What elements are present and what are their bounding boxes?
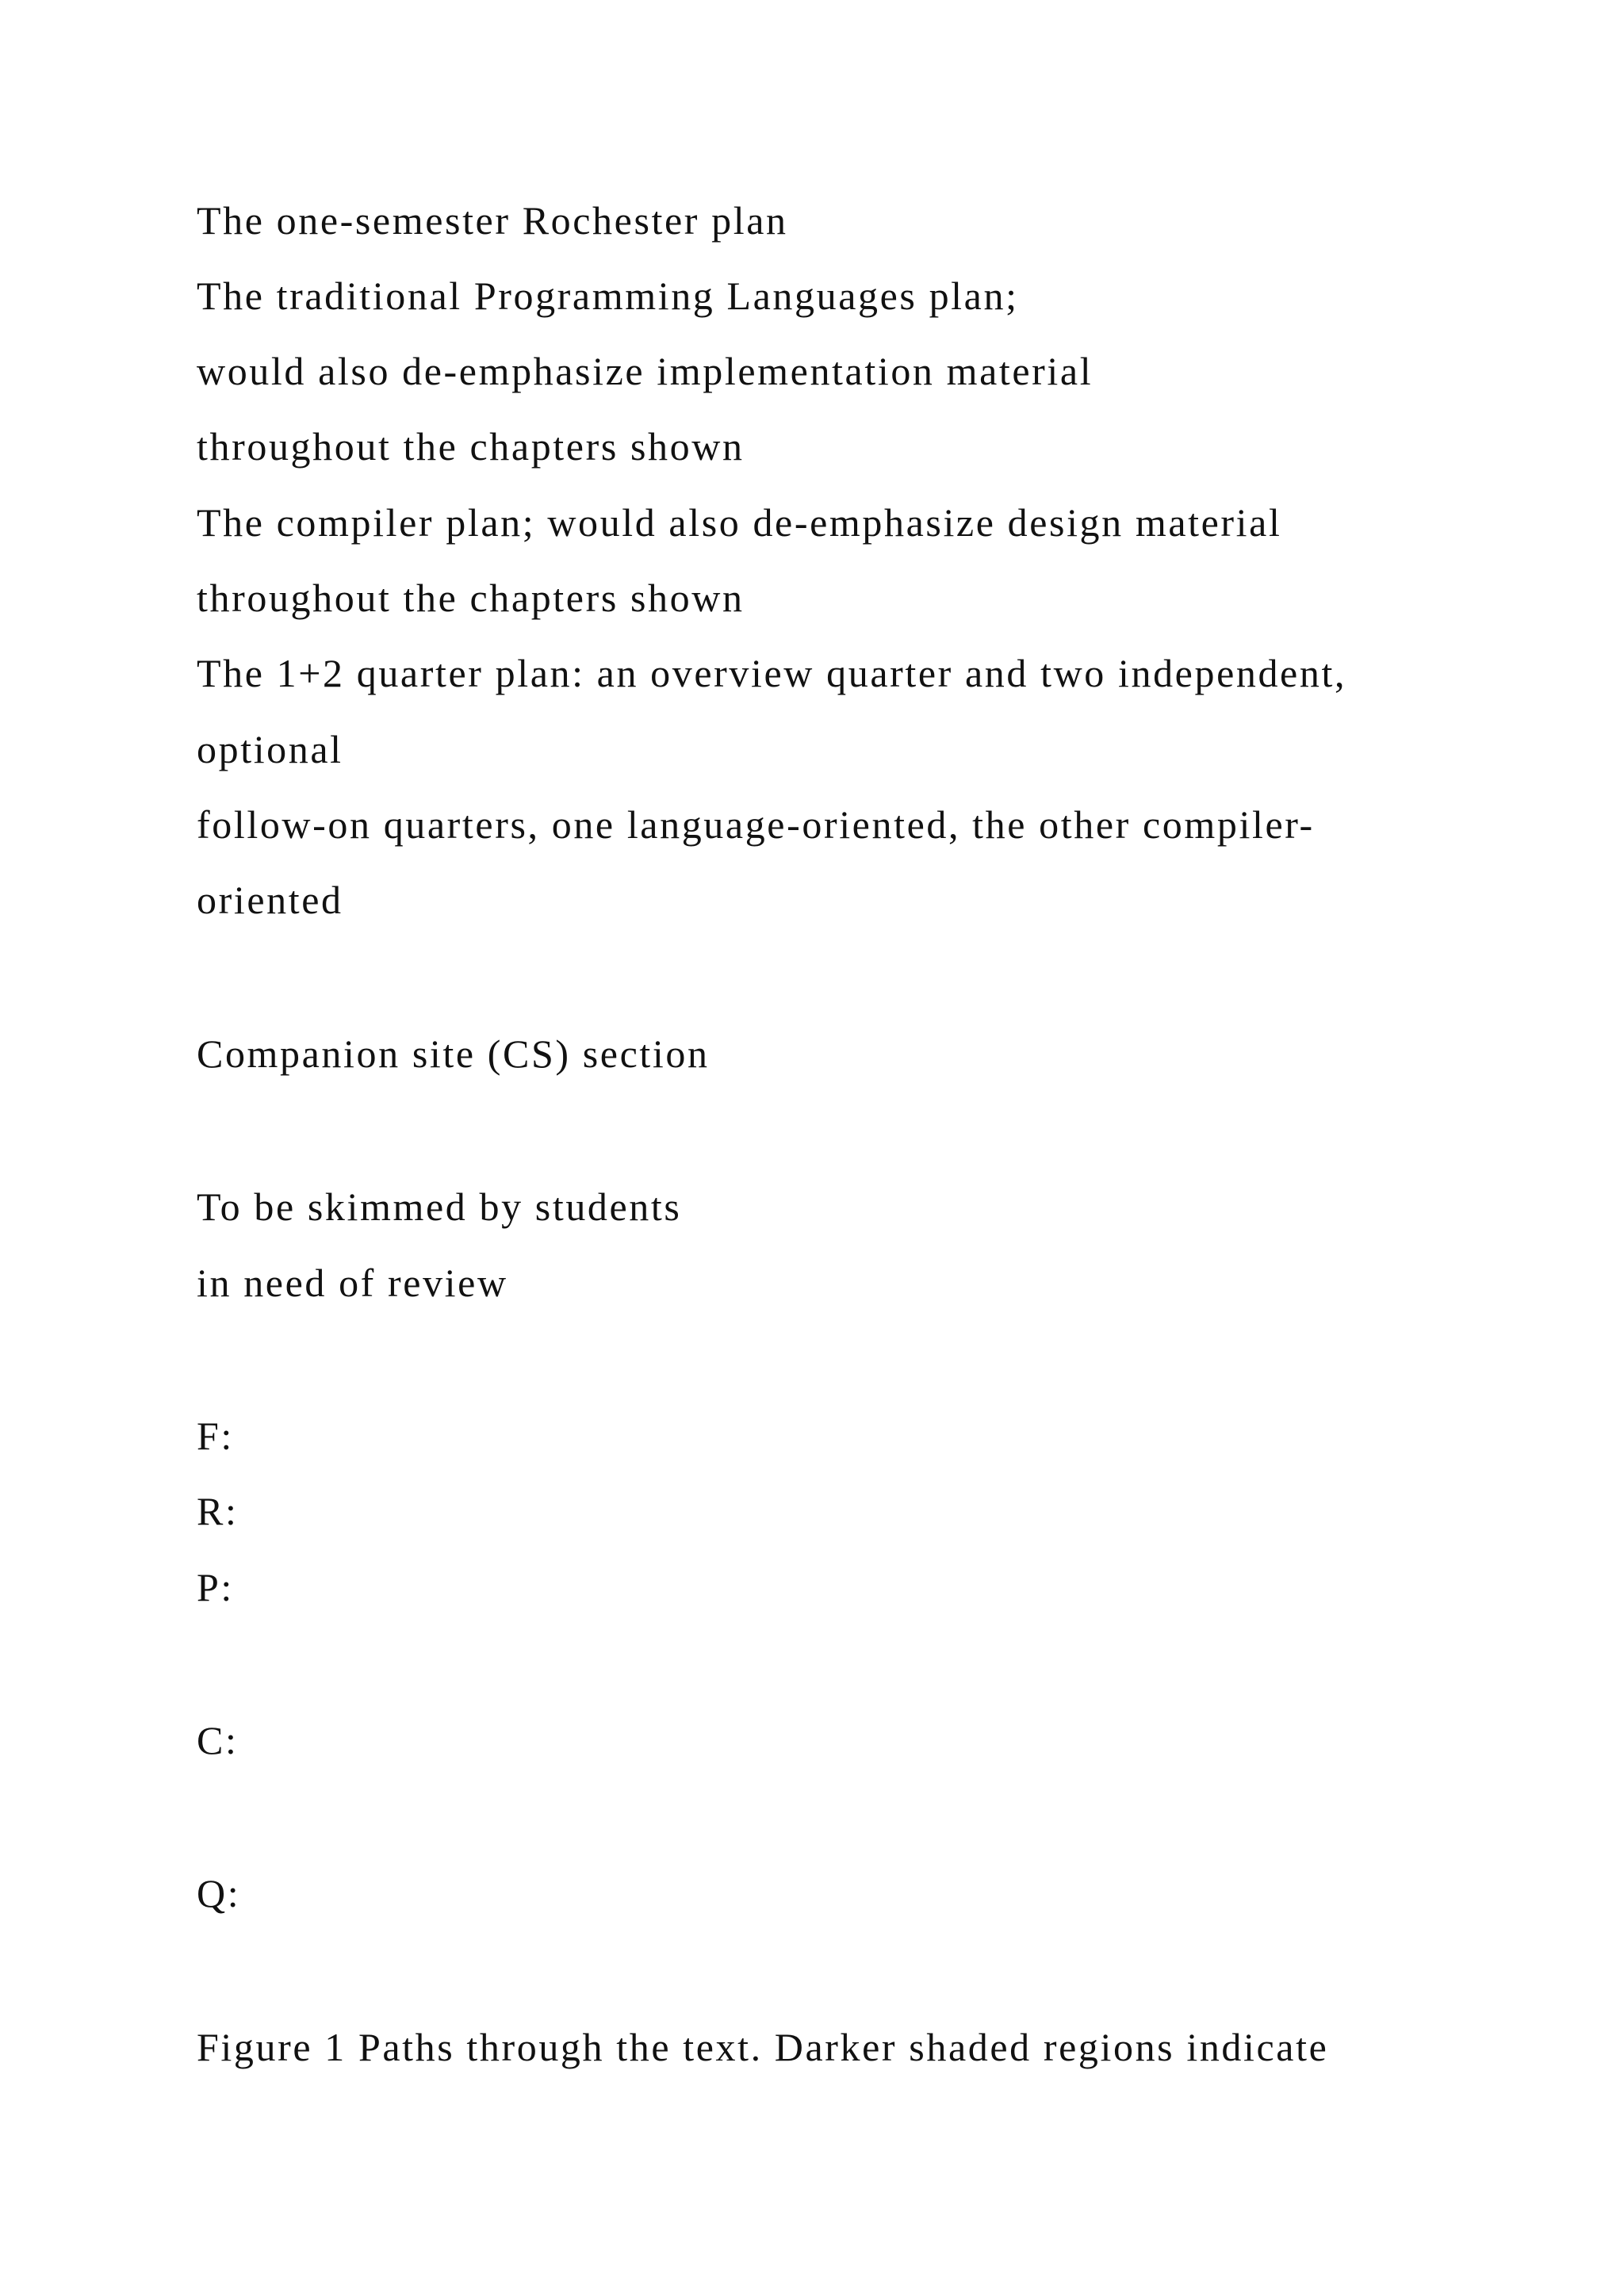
text-line: oriented (197, 878, 343, 922)
legend-label-q: Q: (197, 1871, 241, 1915)
text-line: follow-on quarters, one language-oriented, the other compiler- (197, 802, 1315, 847)
legend-label-p: P: (197, 1565, 234, 1609)
text-line: The traditional Programming Languages plan; (197, 274, 1019, 318)
legend-label-c: C: (197, 1718, 239, 1762)
text-line: The one-semester Rochester plan (197, 198, 788, 243)
text-line: throughout the chapters shown (197, 576, 745, 620)
text-line: optional (197, 727, 343, 771)
section-heading: Companion site (CS) section (197, 1031, 710, 1076)
text-line: would also de-emphasize implementation material (197, 349, 1094, 393)
text-line: in need of review (197, 1261, 508, 1305)
text-line: To be skimmed by students (197, 1184, 682, 1229)
text-line: throughout the chapters shown (197, 424, 745, 469)
legend-label-f: F: (197, 1414, 234, 1458)
figure-caption: Figure 1 Paths through the text. Darker shaded regions indicate (197, 2025, 1329, 2069)
text-line: The 1+2 quarter plan: an overview quarter and two independent, (197, 651, 1347, 695)
legend-label-r: R: (197, 1489, 239, 1533)
text-line: The compiler plan; would also de-emphasize design material (197, 500, 1282, 545)
